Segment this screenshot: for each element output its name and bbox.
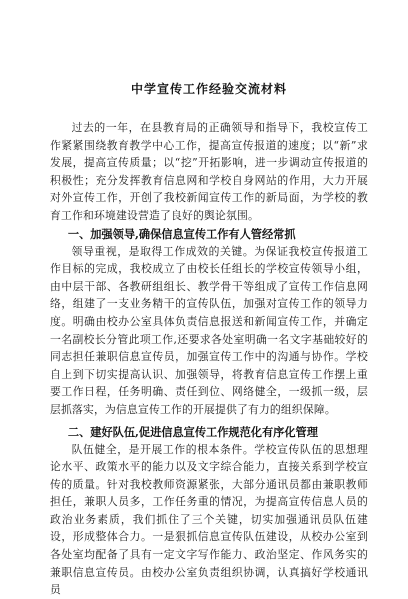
section-2-paragraph: 队伍健全，是开展工作的根本条件。学校宣传队伍的思想理论水平、政策水平的能力以及文字综合能力，直接关系到学校宣传的质量。针对我校教师资源紧张，大部分通讯员都由兼职教师担任，兼职人员多，工作任务重的情况，为提高宣传信息人员的政治业务素质，我们抓住了三个关键，切实加强通讯员队伍建设，形成整体合力。一是狠抓信息宣传队伍建设，从校办公室到各处室均配备了具有一定文字写作能力、政治坚定、作风务实的兼职信息宣传员。由校办公室负责组织协调，认真搞好学校通讯员: [50, 442, 368, 597]
section-heading-2: 二、建好队伍,促进信息宣传工作规范化有序化管理: [67, 424, 318, 439]
intro-paragraph: 过去的一年，在县教育局的正确领导和指导下，我校宣传工作紧紧围绕教育教学中心工作，提高宣传报道的速度；以“新”求发展，提高宣传质量；以“挖”开拓影响，进一步调动宣传报道的积极性；充分发挥教育信息网和学校自身网站的作用，大力开展对外宣传工作，开创了我校新闻宣传工作的新局面，为学校的教育工作和环境建设营造了良好的舆论氛围。: [50, 121, 368, 222]
section-heading-1: 一、加强领导,确保信息宣传工作有人管经常抓: [67, 226, 296, 241]
section-1-paragraph: 领导重视，是取得工作成效的关键。为保证我校宣传报道工作目标的完成，我校成立了由校长任组长的学校宣传领导小组，由中层干部、各教研组组长、教学骨干等组成了宣传工作信息网络，组建了一支业务精干的宣传队伍，加强对宣传工作的领导力度。明确由校办公室具体负责信息报送和新闻宣传工作，并确定一名副校长分管此项工作,还要求各处室明确一名文字基础较好的同志担任兼职信息宣传员，加强宣传工作中的沟通与协作。学校自上到下切实提高认识、加强领导，将教育信息宣传工作摆上重要工作日程，任务明确、责任到位、网络健全，一级抓一级，层层抓落实，为信息宣传工作的开展提供了有力的组织保障。: [50, 244, 368, 416]
document-title: 中学宣传工作经验交流材料: [130, 82, 287, 96]
